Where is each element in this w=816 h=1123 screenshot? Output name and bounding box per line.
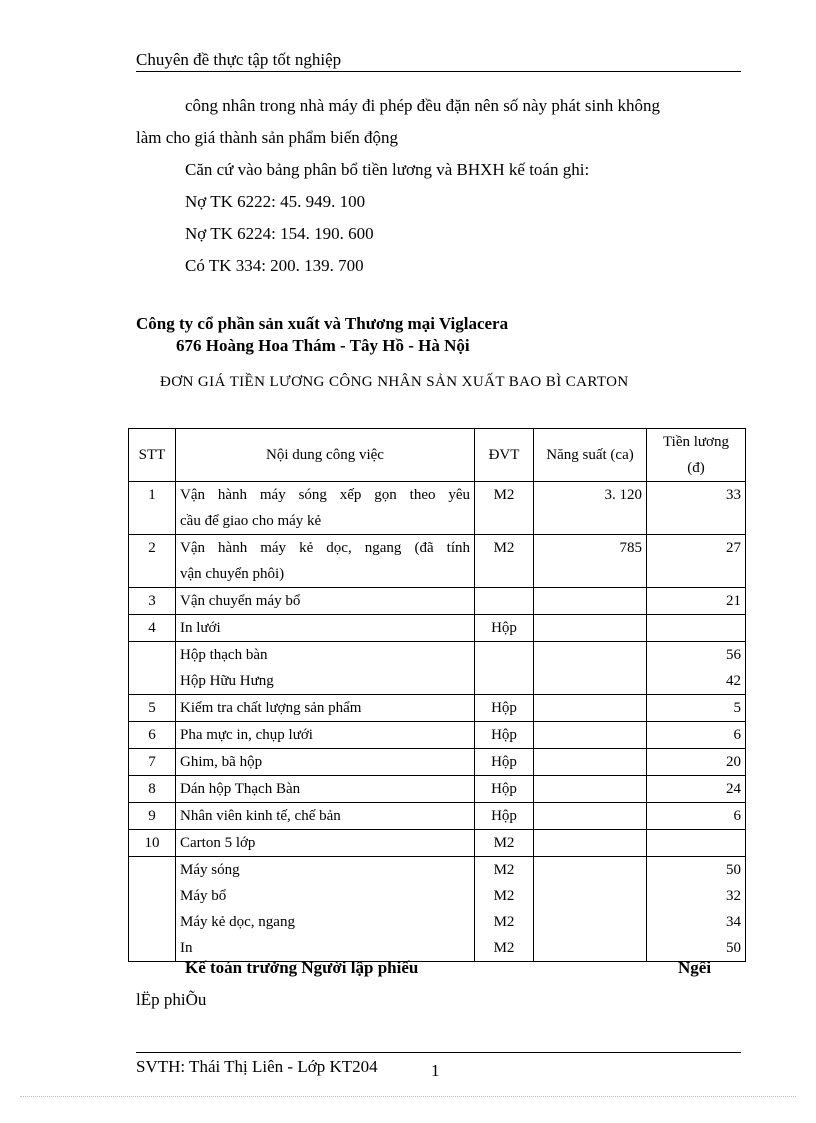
row-productivity (534, 588, 647, 615)
table-title: ĐƠN GIÁ TIỀN LƯƠNG CÔNG NHÂN SẢN XUẤT BAO BÌ CARTON (160, 374, 629, 390)
row-job-line: Hộp thạch bàn (180, 647, 268, 663)
row-wage: 21 (647, 588, 746, 615)
row-wage-line: 32 (726, 888, 741, 904)
col-unit: ĐVT (475, 429, 534, 482)
table-row (129, 830, 746, 857)
row-wage-line: 42 (726, 673, 741, 689)
row-job: Vận chuyển máy bổ (176, 588, 475, 615)
table-row (129, 615, 746, 642)
row-job-line: Hộp Hữu Hưng (180, 673, 274, 689)
row-wage: 6 (647, 803, 746, 830)
row-stt: 1 (129, 482, 176, 535)
row-unit: M2 (475, 535, 534, 588)
row-productivity (534, 830, 647, 857)
row-job: Pha mực in, chụp lưới (176, 722, 475, 749)
table-row (129, 695, 746, 722)
row-stt: 7 (129, 749, 176, 776)
header-rule (136, 71, 741, 72)
row-job: Kiểm tra chất lượng sản phẩm (176, 695, 475, 722)
row-unit-line: M2 (493, 888, 515, 904)
row-job (176, 482, 475, 535)
table-row (129, 588, 746, 615)
row-unit-line: M2 (493, 862, 515, 878)
table-header-row (129, 429, 746, 482)
footer-author: SVTH: Thái Thị Liên - Lớp KT204 (136, 1057, 378, 1076)
col-productivity: Năng suất (ca) (534, 429, 647, 482)
table-row (129, 803, 746, 830)
row-unit (475, 642, 534, 695)
row-wage: 20 (647, 749, 746, 776)
page-number: 1 (431, 1061, 440, 1080)
row-unit: Hộp (475, 776, 534, 803)
document-header: Chuyên đề thực tập tốt nghiệp (136, 50, 342, 69)
table-row (129, 482, 746, 535)
table-row (129, 722, 746, 749)
row-job-line: Vận hành máy kẻ dọc, ngang (đã tính (180, 540, 470, 556)
row-stt: 10 (129, 830, 176, 857)
row-job: Nhân viên kinh tế, chế bản (176, 803, 475, 830)
row-productivity (534, 615, 647, 642)
row-stt: 8 (129, 776, 176, 803)
row-stt: 6 (129, 722, 176, 749)
company-name: Công ty cổ phần sản xuất và Thương mại Viglacera (136, 314, 509, 333)
row-stt: 5 (129, 695, 176, 722)
row-productivity: 3. 120 (534, 482, 647, 535)
wage-table (128, 428, 746, 962)
col-wage (647, 429, 746, 482)
row-wage: 5 (647, 695, 746, 722)
row-job-line: Máy kẻ dọc, ngang (180, 914, 295, 930)
row-stt: 3 (129, 588, 176, 615)
col-wage-line1: Tiền lương (663, 434, 729, 450)
row-wage (647, 857, 746, 962)
row-job-line: Vận hành máy sóng xếp gọn theo yêu (180, 487, 470, 503)
col-job: Nội dung công việc (176, 429, 475, 482)
page-edge-divider (20, 1096, 796, 1097)
row-unit (475, 588, 534, 615)
row-wage: 6 (647, 722, 746, 749)
intro-line-1: công nhân trong nhà máy đi phép đều đặn nên số này phát sinh không (185, 96, 660, 115)
row-unit: Hộp (475, 695, 534, 722)
col-wage-line2: (đ) (687, 460, 705, 476)
row-stt: 9 (129, 803, 176, 830)
table-row (129, 535, 746, 588)
debit-6224: Nợ TK 6224: 154. 190. 600 (185, 224, 374, 243)
row-productivity (534, 642, 647, 695)
row-job-line: In (180, 940, 193, 956)
row-productivity (534, 695, 647, 722)
row-productivity (534, 749, 647, 776)
row-productivity (534, 722, 647, 749)
row-unit: Hộp (475, 749, 534, 776)
credit-334: Có TK 334: 200. 139. 700 (185, 256, 364, 275)
footer-rule (136, 1052, 741, 1053)
signature-line-2: lËp phiÕu (136, 990, 207, 1009)
row-unit: Hộp (475, 615, 534, 642)
table-row (129, 776, 746, 803)
row-job: Carton 5 lớp (176, 830, 475, 857)
row-unit-line: M2 (493, 940, 515, 956)
row-productivity (534, 803, 647, 830)
row-stt (129, 642, 176, 695)
row-wage (647, 830, 746, 857)
row-productivity: 785 (534, 535, 647, 588)
row-unit: M2 (475, 482, 534, 535)
row-job (176, 535, 475, 588)
row-job: In lưới (176, 615, 475, 642)
debit-6222: Nợ TK 6222: 45. 949. 100 (185, 192, 366, 211)
row-job-line: Máy sóng (180, 862, 240, 878)
col-stt: STT (129, 429, 176, 482)
row-stt (129, 857, 176, 962)
row-unit (475, 857, 534, 962)
company-address: 676 Hoàng Hoa Thám - Tây Hồ - Hà Nội (176, 336, 470, 355)
row-job: Dán hộp Thạch Bàn (176, 776, 475, 803)
intro-line-3: Căn cứ vào bảng phân bổ tiền lương và BHXH kế toán ghi: (185, 160, 590, 179)
row-job-line: vận chuyển phôi) (180, 566, 285, 582)
row-wage-line: 50 (726, 862, 741, 878)
row-wage: 27 (647, 535, 746, 588)
row-stt: 2 (129, 535, 176, 588)
signature-line: Kế toán trưởng Người lập phiếu (185, 958, 419, 977)
intro-line-2: làm cho giá thành sản phẩm biến động (136, 128, 399, 147)
row-wage-line: 56 (726, 647, 741, 663)
table-row (129, 642, 746, 695)
row-productivity (534, 857, 647, 962)
table-row (129, 749, 746, 776)
row-job-line: cầu để giao cho máy kẻ (180, 513, 322, 529)
row-wage (647, 642, 746, 695)
row-productivity (534, 776, 647, 803)
row-unit: Hộp (475, 803, 534, 830)
row-wage: 33 (647, 482, 746, 535)
row-unit-line: M2 (493, 914, 515, 930)
row-wage-line: 34 (726, 914, 741, 930)
row-wage (647, 615, 746, 642)
signature-right: Ngêi (678, 958, 712, 977)
row-unit: Hộp (475, 722, 534, 749)
row-stt: 4 (129, 615, 176, 642)
table-row (129, 857, 746, 962)
row-wage: 24 (647, 776, 746, 803)
row-job-line: Máy bổ (180, 888, 227, 904)
row-unit: M2 (475, 830, 534, 857)
row-job (176, 642, 475, 695)
row-job (176, 857, 475, 962)
row-job: Ghim, bã hộp (176, 749, 475, 776)
row-wage-line: 50 (726, 940, 741, 956)
